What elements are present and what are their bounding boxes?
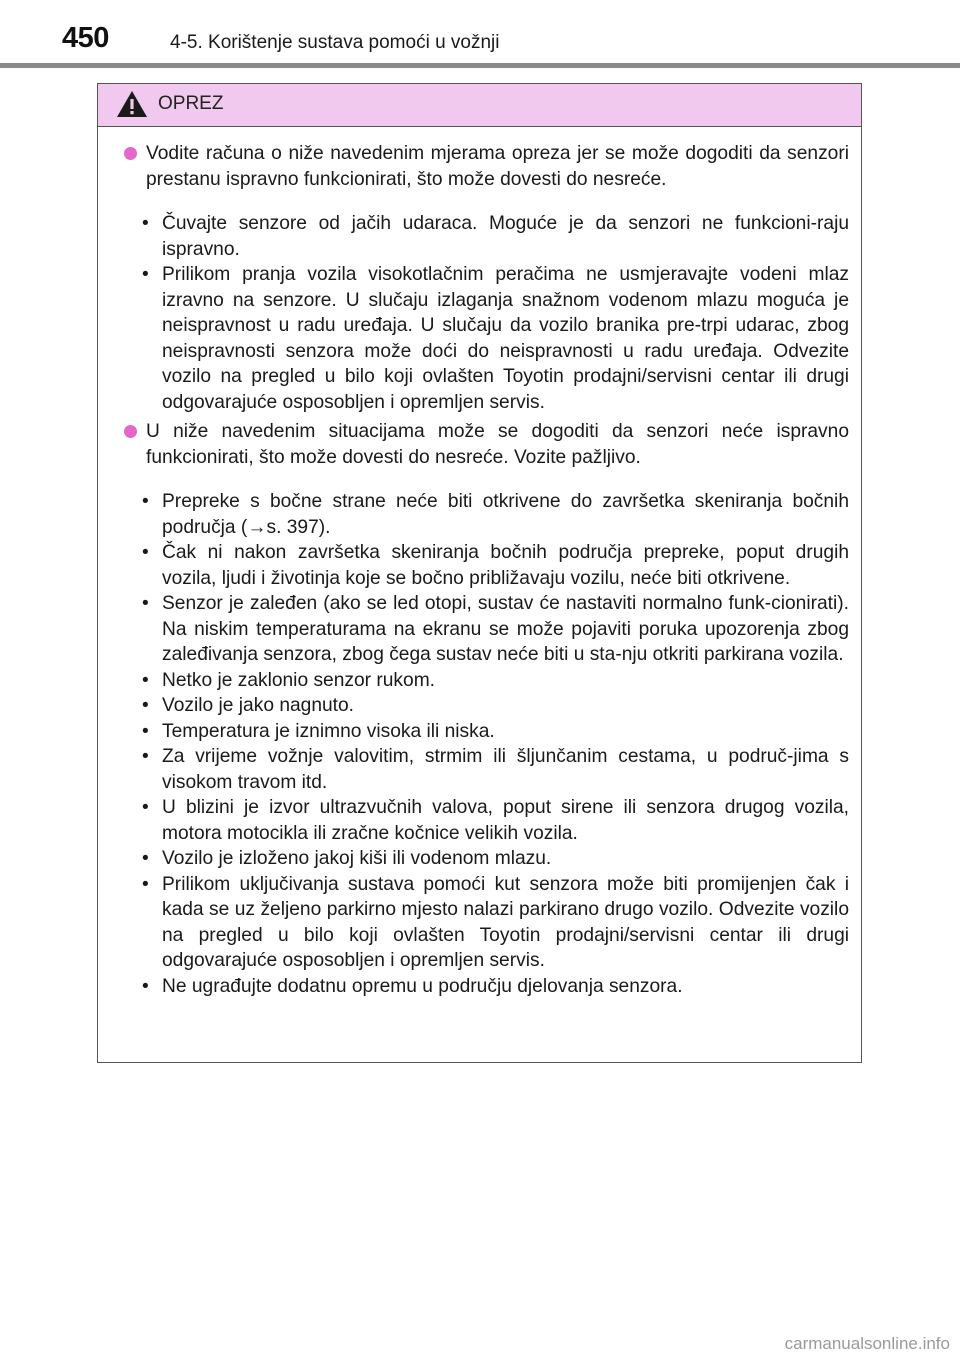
caution-body (98, 127, 861, 999)
caution-header (98, 84, 861, 127)
caution-point-1 (98, 141, 849, 192)
list-item: • Senzor je zaleđen (ako se led otopi, sustav će nastaviti normalno funk-cionirati). Na niskim temperaturama na ekranu se može pojaviti poruka upozorenja zbog zaleđivanja senzora, zbog čega sustav neće biti u sta-nju otkriti parkirana vozila. (98, 591, 849, 668)
list-item: • Netko je zaklonio senzor rukom. (98, 668, 849, 694)
caution-point-2 (98, 419, 849, 470)
caution-sublist-1 (98, 211, 849, 415)
list-item: • Vozilo je jako nagnuto. (98, 693, 849, 719)
caution-point-text: U niže navedenim situacijama može se dogoditi da senzori neće ispravno funkcionirati, što može dovesti do nesreće. Vozite pažljivo. (146, 421, 849, 468)
caution-title: OPREZ (158, 93, 224, 114)
header-rule (0, 63, 960, 68)
list-item: • Ne ugrađujte dodatnu opremu u području djelovanja senzora. (98, 974, 849, 1000)
list-item: • Vozilo je izloženo jakoj kiši ili vodenom mlazu. (98, 846, 849, 872)
list-item: • U blizini je izvor ultrazvučnih valova, poput sirene ili senzora drugog vozila, motora motocikla ili zračne kočnice velikih vozila. (98, 795, 849, 846)
caution-box (97, 83, 862, 1063)
list-item: • Za vrijeme vožnje valovitim, strmim ili šljunčanim cestama, u područ-jima s visokom travom itd. (98, 744, 849, 795)
caution-point-text: Vodite računa o niže navedenim mjerama opreza jer se može dogoditi da senzori prestanu ispravno funkcionirati, što može dovesti do nesreće. (146, 143, 849, 190)
bullet-dot-icon (124, 425, 137, 438)
watermark: carmanualsonline.info (784, 1334, 950, 1353)
list-item: • Čuvajte senzore od jačih udaraca. Moguće je da senzori ne funkcioni-raju ispravno. (98, 211, 849, 262)
caution-sublist-2 (98, 489, 849, 999)
list-item: • Čak ni nakon završetka skeniranja bočnih područja prepreke, poput drugih vozila, ljudi i životinja koje se bočno približavaju vozilu, neće biti otkrivene. (98, 540, 849, 591)
bullet-dot-icon (124, 147, 137, 160)
section-title: 4-5. Korištenje sustava pomoći u vožnji (170, 32, 500, 53)
list-item: • Temperatura je iznimno visoka ili niska. (98, 719, 849, 745)
list-item: • Prilikom pranja vozila visokotlačnim peračima ne usmjeravajte vodeni mlaz izravno na senzore. U slučaju izlaganja snažnom vodenom mlazu moguća je neispravnost u radu uređaja. U slučaju da vozilo branika pre-trpi udarac, zbog neispravnosti senzora može doći do neispravnosti u radu uređaja. Odvezite vozilo na pregled u bilo koji ovlašten Toyotin prodajni/servisni centar ili drugi odgovarajuće osposobljen i opremljen servis. (98, 262, 849, 415)
page-number: 450 (62, 22, 109, 54)
list-item: • Prepreke s bočne strane neće biti otkrivene do završetka skeniranja bočnih područja (→s. 397). (98, 489, 849, 540)
warning-triangle-icon (116, 90, 148, 118)
page-header (0, 0, 960, 66)
list-item: • Prilikom uključivanja sustava pomoći kut senzora može biti promijenjen čak i kada se uz željeno parkirno mjesto nalazi parkirano drugo vozilo. Odvezite vozilo na pregled u bilo koji ovlašten Toyotin prodajni/servisni centar ili drugi odgovarajuće osposobljen i opremljen servis. (98, 872, 849, 974)
